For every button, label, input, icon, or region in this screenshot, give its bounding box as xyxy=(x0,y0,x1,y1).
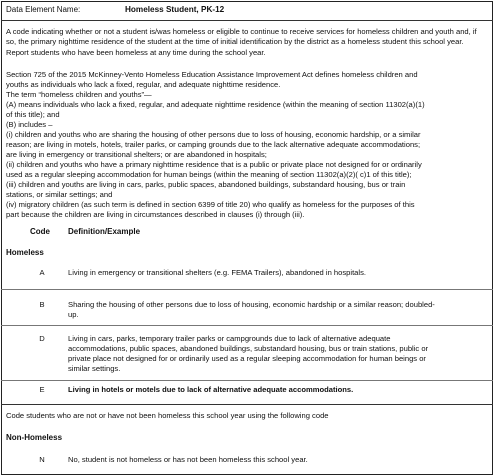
definition-line: Living in hotels or motels due to lack of alternative adequate accommodations. xyxy=(68,385,354,394)
row-code-e: E xyxy=(39,385,45,394)
definition-line: up. xyxy=(68,310,79,319)
definition-line: Living in cars, parks, temporary trailer parks or campgrounds due to lack of alternative adequate xyxy=(68,334,391,343)
section-line: stations, or similar settings; and xyxy=(6,190,113,199)
definition-line: Living in emergency or transitional shelters (e.g. FEMA Trailers), abandoned in hospitals. xyxy=(68,268,366,277)
section-line: (i) children and youths who are sharing the housing of other persons due to loss of housing, economic hardship, or a similar xyxy=(6,130,421,139)
section-line: The term “homeless children and youths”— xyxy=(6,90,152,99)
row-divider xyxy=(1,325,493,326)
row-divider xyxy=(1,289,493,290)
section-line: reason; are living in motels, hotels, trailer parks, or camping grounds due to the lack alternative adequate accommodations; xyxy=(6,140,421,149)
section-line: youths as individuals who lack a fixed, regular, and adequate nighttime residence. xyxy=(6,80,281,89)
row-code-d: D xyxy=(39,334,45,343)
definition-line: private place not designed for or ordinarily used as a regular sleeping accommodation for human beings or xyxy=(68,354,426,363)
row-definition-a xyxy=(68,268,488,277)
homeless-section-title: Homeless xyxy=(6,248,44,257)
section-line: Section 725 of the 2015 McKinney-Vento Homeless Education Assistance Improvement Act defines homeless children and xyxy=(6,70,418,79)
code-column-header: Code xyxy=(30,227,50,236)
definition-line: accommodations, public spaces, abandoned buildings, substandard housing, bus or train stations, public or xyxy=(68,344,429,353)
section-line: (A) means individuals who lack a fixed, regular, and adequate nighttime residence (within the meaning of section 11302(a)(1) xyxy=(6,100,425,109)
section-line: part because the children are living in circumstances described in clauses (i) through (iii). xyxy=(6,210,305,219)
row-definition-n: No, student is not homeless or has not been homeless this school year. xyxy=(68,455,308,464)
row-definition-b xyxy=(68,300,488,320)
row-code-b: B xyxy=(39,300,45,309)
definition-column-header: Definition/Example xyxy=(68,227,141,236)
row-code-n: N xyxy=(39,455,45,464)
row-definition-d xyxy=(68,334,488,374)
definition-line: Sharing the housing of other persons due to loss of housing, economic hardship or a similar reason; doubled- xyxy=(68,300,435,309)
section-line: (B) includes – xyxy=(6,120,53,129)
data-element-value: Homeless Student, PK-12 xyxy=(125,5,225,14)
row-divider xyxy=(1,404,493,405)
section-line: (iii) children and youths are living in cars, parks, public spaces, abandoned buildings, substandard housing, bus or train xyxy=(6,180,406,189)
intro-paragraph: A code indicating whether or not a student is/was homeless or eligible to continue to receive services for homeless children and youth and, if so, the primary nighttime residence of the student at the time of initial identification by the district as a homeless student this school year. Report students who have been homeless at any time during the school year. xyxy=(6,27,477,57)
row-divider xyxy=(1,380,493,381)
section-line: are living in emergency or transitional shelters; or are abandoned in hospitals; xyxy=(6,150,267,159)
data-element-label: Data Element Name: xyxy=(6,5,81,14)
header-divider xyxy=(1,20,493,21)
non-homeless-instruction: Code students who are not or have not been homeless this school year using the following code xyxy=(6,411,329,420)
section-line: (iv) migratory children (as such term is defined in section 6399 of title 20) who qualify as homeless for the purposes of this xyxy=(6,200,415,209)
non-homeless-section-title: Non-Homeless xyxy=(6,433,63,442)
section-line: (ii) children and youths who have a primary nighttime residence that is a public or private place not designed for or ordinarily xyxy=(6,160,422,169)
row-code-a: A xyxy=(39,268,45,277)
definition-line: similar settings. xyxy=(68,364,121,373)
section-line: of this title); and xyxy=(6,110,60,119)
section-line: used as a regular sleeping accommodation for human beings (within the meaning of section 11302(a)(2)( c)1 of this title); xyxy=(6,170,412,179)
row-definition-e xyxy=(68,385,488,394)
